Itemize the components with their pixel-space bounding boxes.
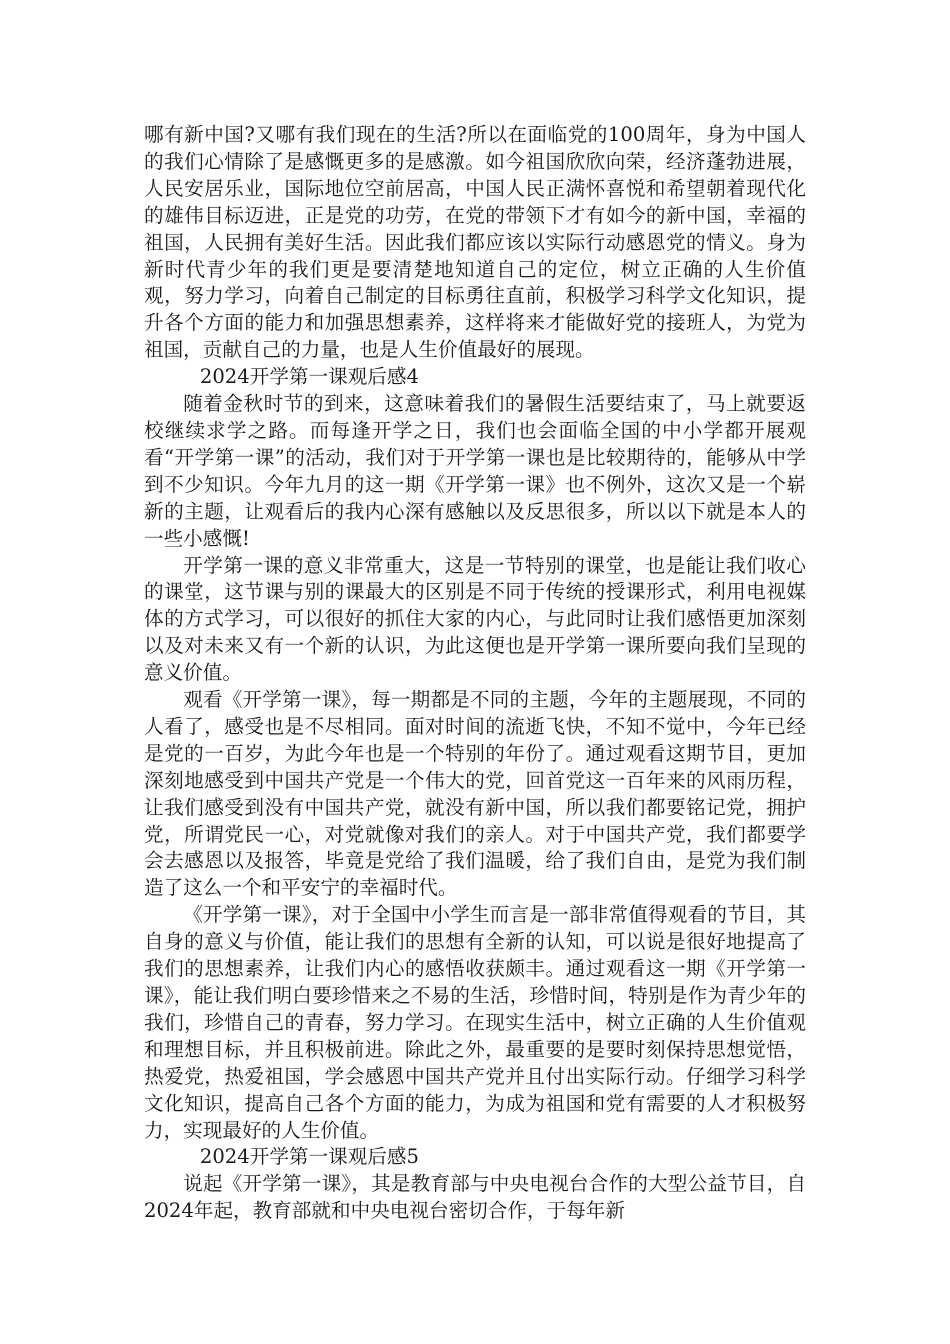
paragraph-4-3: 观看《开学第一课》，每一期都是不同的主题，今年的主题展现，不同的人看了，感受也是不尽相同。面对时间的流逝飞快，不知不觉中，今年已经是党的一百岁，为此今年也是一个特别的年份了。通过观看这期节目，更加深刻地感受到中国共产党是一个伟大的党，回首党这一百年来的风雨历程，让我们感受到没有中国共产党，就没有新中国，所以我们都要铭记党，拥护党，所谓党民一心，对党就像对我们的亲人。对于中国共产党，我们都要学会去感恩以及报答，毕竟是党给了我们温暖，给了我们自由，是党为我们制造了这么一个和平安宁的幸福时代。 <box>144 688 806 900</box>
document-page <box>144 122 806 1225</box>
paragraph-4-4: 《开学第一课》，对于全国中小学生而言是一部非常值得观看的节目，其自身的意义与价值，能让我们的思想有全新的认知，可以说是很好地提高了我们的思想素养，让我们内心的感悟收获颇丰。通过观看这一期《开学第一课》，能让我们明白要珍惜来之不易的生活，珍惜时间，特别是作为青少年的我们，珍惜自己的青春，努力学习。在现实生活中，树立正确的人生价值观和理想目标，并且积极前进。除此之外，最重要的是要时刻保持思想觉悟，热爱党，热爱祖国，学会感恩中国共产党并且付出实际行动。仔细学习科学文化知识，提高自己各个方面的能力，为成为祖国和党有需要的人才积极努力，实现最好的人生价值。 <box>144 903 806 1142</box>
paragraph-4-2: 开学第一课的意义非常重大，这是一节特别的课堂，也是能让我们收心的课堂，这节课与别的课最大的区别是不同于传统的授课形式，利用电视媒体的方式学习，可以很好的抓住大家的内心，与此同时让我们感悟更加深刻以及对未来又有一个新的认识，为此这便也是开学第一课所要向我们呈现的意义价值。 <box>144 553 806 685</box>
paragraph-intro: 哪有新中国?又哪有我们现在的生活?所以在面临党的100周年，身为中国人的我们心情除了是感慨更多的是感激。如今祖国欣欣向荣，经济蓬勃进展，人民安居乐业，国际地位空前居高，中国人民正满怀喜悦和希望朝着现代化的雄伟目标迈进，正是党的功劳，在党的带领下才有如今的新中国，幸福的祖国，人民拥有美好生活。因此我们都应该以实际行动感恩党的情义。身为新时代青少年的我们更是要清楚地知道自己的定位，树立正确的人生价值观，努力学习，向着自己制定的目标勇往直前，积极学习科学文化知识，提升各个方面的能力和加强思想素养，这样将来才能做好党的接班人，为党为祖国，贡献自己的力量，也是人生价值最好的展现。 <box>144 123 806 362</box>
section-heading-4: 2024开学第一课观后感4 <box>199 365 419 389</box>
paragraph-5-1: 说起《开学第一课》，其是教育部与中央电视台合作的大型公益节目，自2024年起，教育部就和中央电视台密切合作，于每年新 <box>144 1172 806 1223</box>
paragraph-4-1: 随着金秋时节的到来，这意味着我们的暑假生活要结束了，马上就要返校继续求学之路。而每逢开学之日，我们也会面临全国的中小学都开展观看“开学第一课”的活动，我们对于开学第一课也是比较期待的，能够从中学到不少知识。今年九月的这一期《开学第一课》也不例外，这次又是一个崭新的主题，让观看后的我内心深有感触以及反思很多，所以以下就是本人的一些小感慨! <box>144 392 806 550</box>
section-heading-5: 2024开学第一课观后感5 <box>199 1145 419 1169</box>
